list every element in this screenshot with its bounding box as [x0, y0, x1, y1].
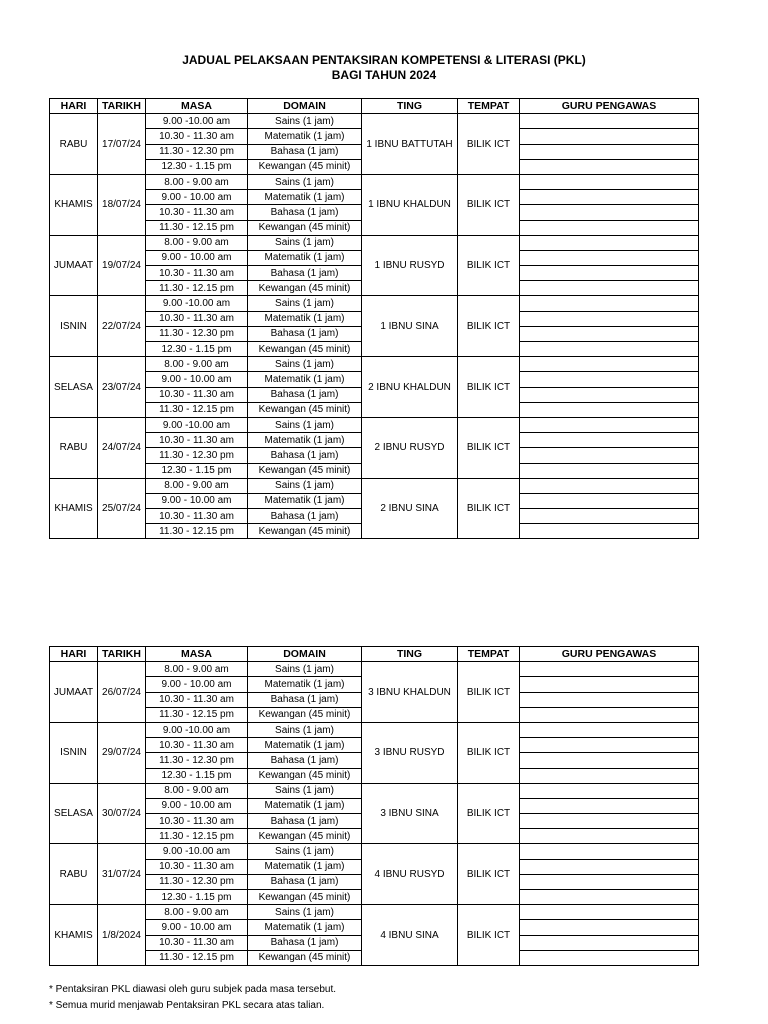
- cell-guru-pengawas[interactable]: [520, 844, 699, 859]
- cell-tarikh: 19/07/24: [98, 235, 146, 296]
- header-ting: TING: [362, 99, 458, 114]
- cell-ting: 1 IBNU BATTUTAH: [362, 114, 458, 175]
- cell-guru-pengawas[interactable]: [520, 357, 699, 372]
- cell-ting: 4 IBNU SINA: [362, 905, 458, 966]
- cell-tempat: BILIK ICT: [458, 662, 520, 723]
- cell-guru-pengawas[interactable]: [520, 296, 699, 311]
- cell-masa: 9.00 -10.00 am: [146, 722, 248, 737]
- document-subtitle: BAGI TAHUN 2024: [331, 68, 437, 82]
- cell-masa: 12.30 - 1.15 pm: [146, 768, 248, 783]
- cell-tarikh: 23/07/24: [98, 357, 146, 418]
- cell-guru-pengawas[interactable]: [520, 463, 699, 478]
- table-row: [50, 905, 699, 920]
- cell-domain: Kewangan (45 minit): [248, 829, 362, 844]
- cell-guru-pengawas[interactable]: [520, 129, 699, 144]
- cell-masa: 11.30 - 12.30 pm: [146, 874, 248, 889]
- cell-guru-pengawas[interactable]: [520, 677, 699, 692]
- cell-domain: Sains (1 jam): [248, 235, 362, 250]
- cell-tempat: BILIK ICT: [458, 844, 520, 905]
- cell-masa: 10.30 - 11.30 am: [146, 311, 248, 326]
- cell-guru-pengawas[interactable]: [520, 950, 699, 965]
- cell-domain: Sains (1 jam): [248, 783, 362, 798]
- cell-domain: Kewangan (45 minit): [248, 159, 362, 174]
- table-row: [50, 235, 699, 250]
- cell-masa: 10.30 - 11.30 am: [146, 129, 248, 144]
- header-hari: HARI: [50, 99, 98, 114]
- cell-domain: Matematik (1 jam): [248, 433, 362, 448]
- cell-masa: 10.30 - 11.30 am: [146, 692, 248, 707]
- header-masa: MASA: [146, 647, 248, 662]
- cell-ting: 3 IBNU RUSYD: [362, 722, 458, 783]
- cell-guru-pengawas[interactable]: [520, 433, 699, 448]
- header-hari: HARI: [50, 647, 98, 662]
- cell-masa: 8.00 - 9.00 am: [146, 235, 248, 250]
- cell-tarikh: 25/07/24: [98, 478, 146, 539]
- cell-hari: KHAMIS: [50, 905, 98, 966]
- cell-masa: 8.00 - 9.00 am: [146, 478, 248, 493]
- cell-hari: ISNIN: [50, 722, 98, 783]
- cell-guru-pengawas[interactable]: [520, 890, 699, 905]
- cell-masa: 10.30 - 11.30 am: [146, 859, 248, 874]
- cell-guru-pengawas[interactable]: [520, 159, 699, 174]
- header-guru-pengawas: GURU PENGAWAS: [520, 99, 699, 114]
- cell-tempat: BILIK ICT: [458, 478, 520, 539]
- cell-masa: 8.00 - 9.00 am: [146, 174, 248, 189]
- cell-masa: 9.00 - 10.00 am: [146, 798, 248, 813]
- cell-tarikh: 17/07/24: [98, 114, 146, 175]
- cell-guru-pengawas[interactable]: [520, 509, 699, 524]
- cell-masa: 11.30 - 12.15 pm: [146, 829, 248, 844]
- cell-guru-pengawas[interactable]: [520, 205, 699, 220]
- cell-masa: 12.30 - 1.15 pm: [146, 463, 248, 478]
- cell-domain: Kewangan (45 minit): [248, 402, 362, 417]
- schedule-body: [50, 662, 699, 966]
- cell-tempat: BILIK ICT: [458, 114, 520, 175]
- cell-guru-pengawas[interactable]: [520, 417, 699, 432]
- cell-masa: 11.30 - 12.15 pm: [146, 707, 248, 722]
- cell-domain: Bahasa (1 jam): [248, 509, 362, 524]
- cell-guru-pengawas[interactable]: [520, 798, 699, 813]
- cell-domain: Bahasa (1 jam): [248, 753, 362, 768]
- cell-guru-pengawas[interactable]: [520, 783, 699, 798]
- cell-masa: 10.30 - 11.30 am: [146, 814, 248, 829]
- cell-tempat: BILIK ICT: [458, 357, 520, 418]
- cell-guru-pengawas[interactable]: [520, 707, 699, 722]
- table-row: [50, 174, 699, 189]
- cell-masa: 10.30 - 11.30 am: [146, 387, 248, 402]
- table-row: [50, 296, 699, 311]
- cell-domain: Kewangan (45 minit): [248, 220, 362, 235]
- cell-masa: 9.00 -10.00 am: [146, 296, 248, 311]
- header-ting: TING: [362, 647, 458, 662]
- cell-domain: Kewangan (45 minit): [248, 890, 362, 905]
- header-masa: MASA: [146, 99, 248, 114]
- cell-guru-pengawas[interactable]: [520, 402, 699, 417]
- cell-hari: KHAMIS: [50, 174, 98, 235]
- cell-tempat: BILIK ICT: [458, 235, 520, 296]
- cell-hari: RABU: [50, 844, 98, 905]
- header-tarikh: TARIKH: [98, 99, 146, 114]
- cell-guru-pengawas[interactable]: [520, 235, 699, 250]
- cell-tarikh: 1/8/2024: [98, 905, 146, 966]
- cell-hari: SELASA: [50, 357, 98, 418]
- cell-tarikh: 31/07/24: [98, 844, 146, 905]
- cell-domain: Kewangan (45 minit): [248, 463, 362, 478]
- cell-guru-pengawas[interactable]: [520, 753, 699, 768]
- cell-masa: 9.00 - 10.00 am: [146, 250, 248, 265]
- cell-guru-pengawas[interactable]: [520, 387, 699, 402]
- cell-masa: 12.30 - 1.15 pm: [146, 342, 248, 357]
- cell-tempat: BILIK ICT: [458, 905, 520, 966]
- cell-tempat: BILIK ICT: [458, 783, 520, 844]
- cell-domain: Bahasa (1 jam): [248, 266, 362, 281]
- cell-guru-pengawas[interactable]: [520, 692, 699, 707]
- cell-domain: Sains (1 jam): [248, 662, 362, 677]
- cell-ting: 4 IBNU RUSYD: [362, 844, 458, 905]
- cell-tempat: BILIK ICT: [458, 174, 520, 235]
- cell-domain: Sains (1 jam): [248, 174, 362, 189]
- cell-domain: Bahasa (1 jam): [248, 692, 362, 707]
- cell-tarikh: 29/07/24: [98, 722, 146, 783]
- cell-hari: RABU: [50, 417, 98, 478]
- cell-ting: 1 IBNU SINA: [362, 296, 458, 357]
- cell-domain: Kewangan (45 minit): [248, 342, 362, 357]
- cell-domain: Matematik (1 jam): [248, 738, 362, 753]
- cell-guru-pengawas[interactable]: [520, 220, 699, 235]
- cell-masa: 11.30 - 12.30 pm: [146, 326, 248, 341]
- cell-guru-pengawas[interactable]: [520, 478, 699, 493]
- cell-masa: 8.00 - 9.00 am: [146, 783, 248, 798]
- cell-hari: SELASA: [50, 783, 98, 844]
- cell-masa: 9.00 -10.00 am: [146, 114, 248, 129]
- cell-guru-pengawas[interactable]: [520, 372, 699, 387]
- header-domain: DOMAIN: [248, 99, 362, 114]
- header-tarikh: TARIKH: [98, 647, 146, 662]
- cell-masa: 9.00 - 10.00 am: [146, 372, 248, 387]
- footnotes: [49, 982, 336, 1014]
- cell-masa: 11.30 - 12.15 pm: [146, 220, 248, 235]
- cell-masa: 9.00 -10.00 am: [146, 417, 248, 432]
- cell-guru-pengawas[interactable]: [520, 874, 699, 889]
- table-row: [50, 662, 699, 677]
- cell-guru-pengawas[interactable]: [520, 281, 699, 296]
- table-header-row: [50, 99, 699, 114]
- cell-guru-pengawas[interactable]: [520, 859, 699, 874]
- cell-domain: Bahasa (1 jam): [248, 935, 362, 950]
- cell-guru-pengawas[interactable]: [520, 326, 699, 341]
- table-header-row: [50, 647, 699, 662]
- cell-tempat: BILIK ICT: [458, 417, 520, 478]
- cell-guru-pengawas[interactable]: [520, 448, 699, 463]
- cell-ting: 3 IBNU KHALDUN: [362, 662, 458, 723]
- cell-ting: 3 IBNU SINA: [362, 783, 458, 844]
- cell-guru-pengawas[interactable]: [520, 662, 699, 677]
- cell-domain: Matematik (1 jam): [248, 250, 362, 265]
- cell-guru-pengawas[interactable]: [520, 144, 699, 159]
- schedule-body: [50, 114, 699, 539]
- cell-ting: 2 IBNU RUSYD: [362, 417, 458, 478]
- cell-domain: Sains (1 jam): [248, 844, 362, 859]
- cell-tarikh: 22/07/24: [98, 296, 146, 357]
- cell-domain: Bahasa (1 jam): [248, 144, 362, 159]
- cell-domain: Matematik (1 jam): [248, 798, 362, 813]
- cell-domain: Bahasa (1 jam): [248, 448, 362, 463]
- table-row: [50, 478, 699, 493]
- cell-domain: Matematik (1 jam): [248, 920, 362, 935]
- cell-domain: Matematik (1 jam): [248, 859, 362, 874]
- cell-hari: ISNIN: [50, 296, 98, 357]
- cell-domain: Sains (1 jam): [248, 722, 362, 737]
- table-row: [50, 114, 699, 129]
- cell-guru-pengawas[interactable]: [520, 768, 699, 783]
- cell-masa: 11.30 - 12.15 pm: [146, 524, 248, 539]
- table-row: [50, 844, 699, 859]
- header-tempat: TEMPAT: [458, 647, 520, 662]
- cell-ting: 2 IBNU KHALDUN: [362, 357, 458, 418]
- cell-domain: Kewangan (45 minit): [248, 707, 362, 722]
- cell-domain: Matematik (1 jam): [248, 311, 362, 326]
- cell-masa: 10.30 - 11.30 am: [146, 205, 248, 220]
- cell-guru-pengawas[interactable]: [520, 524, 699, 539]
- table-row: [50, 783, 699, 798]
- cell-domain: Matematik (1 jam): [248, 372, 362, 387]
- footnote-2: * Semua murid menjawab Pentaksiran PKL secara atas talian.: [49, 1000, 325, 1011]
- footnote-1: * Pentaksiran PKL diawasi oleh guru subjek pada masa tersebut.: [49, 984, 337, 995]
- cell-domain: Matematik (1 jam): [248, 677, 362, 692]
- table-row: [50, 357, 699, 372]
- table-row: [50, 722, 699, 737]
- cell-masa: 9.00 - 10.00 am: [146, 677, 248, 692]
- cell-ting: 1 IBNU RUSYD: [362, 235, 458, 296]
- cell-domain: Matematik (1 jam): [248, 190, 362, 205]
- cell-hari: RABU: [50, 114, 98, 175]
- cell-masa: 8.00 - 9.00 am: [146, 662, 248, 677]
- cell-domain: Kewangan (45 minit): [248, 768, 362, 783]
- cell-masa: 11.30 - 12.15 pm: [146, 402, 248, 417]
- cell-guru-pengawas[interactable]: [520, 814, 699, 829]
- cell-hari: JUMAAT: [50, 662, 98, 723]
- cell-masa: 10.30 - 11.30 am: [146, 266, 248, 281]
- cell-guru-pengawas[interactable]: [520, 174, 699, 189]
- cell-domain: Matematik (1 jam): [248, 129, 362, 144]
- document-title: JADUAL PELAKSAAN PENTAKSIRAN KOMPETENSI & LITERASI (PKL): [182, 53, 586, 67]
- cell-masa: 9.00 - 10.00 am: [146, 493, 248, 508]
- cell-masa: 10.30 - 11.30 am: [146, 935, 248, 950]
- cell-guru-pengawas[interactable]: [520, 190, 699, 205]
- cell-masa: 11.30 - 12.15 pm: [146, 281, 248, 296]
- cell-masa: 12.30 - 1.15 pm: [146, 890, 248, 905]
- header-tempat: TEMPAT: [458, 99, 520, 114]
- cell-masa: 11.30 - 12.30 pm: [146, 448, 248, 463]
- cell-domain: Sains (1 jam): [248, 114, 362, 129]
- cell-masa: 10.30 - 11.30 am: [146, 433, 248, 448]
- cell-masa: 8.00 - 9.00 am: [146, 905, 248, 920]
- cell-ting: 1 IBNU KHALDUN: [362, 174, 458, 235]
- cell-masa: 9.00 - 10.00 am: [146, 920, 248, 935]
- cell-guru-pengawas[interactable]: [520, 829, 699, 844]
- cell-masa: 9.00 - 10.00 am: [146, 190, 248, 205]
- cell-domain: Kewangan (45 minit): [248, 281, 362, 296]
- cell-guru-pengawas[interactable]: [520, 722, 699, 737]
- cell-masa: 12.30 - 1.15 pm: [146, 159, 248, 174]
- cell-tarikh: 30/07/24: [98, 783, 146, 844]
- cell-domain: Sains (1 jam): [248, 296, 362, 311]
- cell-domain: Matematik (1 jam): [248, 493, 362, 508]
- header-guru-pengawas: GURU PENGAWAS: [520, 647, 699, 662]
- cell-domain: Bahasa (1 jam): [248, 205, 362, 220]
- cell-domain: Sains (1 jam): [248, 357, 362, 372]
- cell-hari: JUMAAT: [50, 235, 98, 296]
- cell-masa: 11.30 - 12.30 pm: [146, 144, 248, 159]
- cell-domain: Kewangan (45 minit): [248, 524, 362, 539]
- cell-masa: 10.30 - 11.30 am: [146, 738, 248, 753]
- cell-guru-pengawas[interactable]: [520, 250, 699, 265]
- cell-guru-pengawas[interactable]: [520, 266, 699, 281]
- table-row: [50, 417, 699, 432]
- cell-guru-pengawas[interactable]: [520, 342, 699, 357]
- schedule-table-2: [49, 646, 699, 966]
- cell-masa: 9.00 -10.00 am: [146, 844, 248, 859]
- cell-guru-pengawas[interactable]: [520, 905, 699, 920]
- cell-domain: Bahasa (1 jam): [248, 387, 362, 402]
- schedule-table-1: [49, 98, 699, 539]
- cell-guru-pengawas[interactable]: [520, 493, 699, 508]
- cell-guru-pengawas[interactable]: [520, 738, 699, 753]
- cell-tempat: BILIK ICT: [458, 722, 520, 783]
- cell-guru-pengawas[interactable]: [520, 920, 699, 935]
- cell-masa: 11.30 - 12.30 pm: [146, 753, 248, 768]
- cell-tarikh: 26/07/24: [98, 662, 146, 723]
- cell-masa: 10.30 - 11.30 am: [146, 509, 248, 524]
- cell-hari: KHAMIS: [50, 478, 98, 539]
- header-domain: DOMAIN: [248, 647, 362, 662]
- cell-ting: 2 IBNU SINA: [362, 478, 458, 539]
- cell-domain: Kewangan (45 minit): [248, 950, 362, 965]
- cell-tempat: BILIK ICT: [458, 296, 520, 357]
- cell-domain: Sains (1 jam): [248, 478, 362, 493]
- cell-domain: Bahasa (1 jam): [248, 874, 362, 889]
- cell-guru-pengawas[interactable]: [520, 311, 699, 326]
- cell-masa: 11.30 - 12.15 pm: [146, 950, 248, 965]
- cell-masa: 8.00 - 9.00 am: [146, 357, 248, 372]
- cell-tarikh: 18/07/24: [98, 174, 146, 235]
- cell-guru-pengawas[interactable]: [520, 935, 699, 950]
- cell-domain: Sains (1 jam): [248, 905, 362, 920]
- cell-domain: Bahasa (1 jam): [248, 326, 362, 341]
- cell-domain: Bahasa (1 jam): [248, 814, 362, 829]
- cell-tarikh: 24/07/24: [98, 417, 146, 478]
- cell-domain: Sains (1 jam): [248, 417, 362, 432]
- cell-guru-pengawas[interactable]: [520, 114, 699, 129]
